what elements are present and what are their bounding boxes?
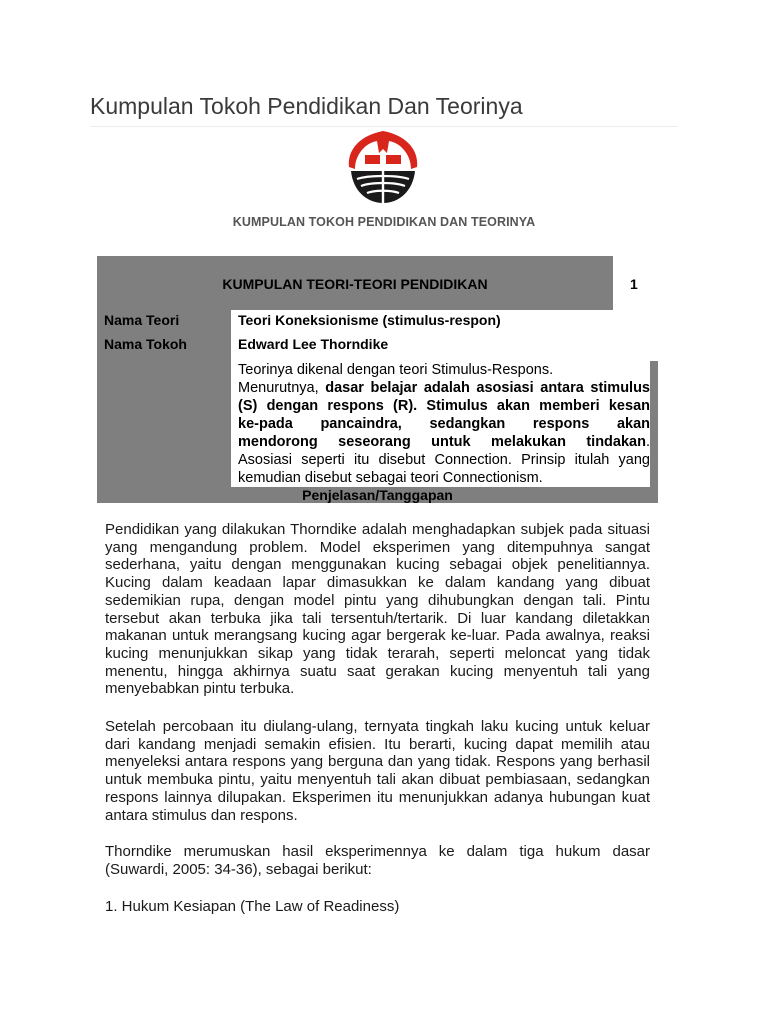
description-line: Menurutnya, dasar belajar adalah asosiasi antara stimulus [238, 380, 650, 396]
table-heading: KUMPULAN TEORI-TEORI PENDIDIKAN [222, 276, 488, 292]
description-line: Asosiasi seperti itu disebut Connection. Prinsip itulah yang [238, 452, 650, 468]
row-value-nama-tokoh: Edward Lee Thorndike [238, 336, 389, 352]
description-line-bold: (S) dengan respons (R). Stimulus akan memberi kesan [238, 398, 650, 414]
description-line: mendorong seseorang untuk melakukan tindakan. [238, 434, 650, 450]
description-line: kemudian disebut sebagai teori Connectionism. [238, 470, 543, 486]
section-label-penjelasan: Penjelasan/Tanggapan [302, 487, 453, 503]
table-right-strip [650, 361, 658, 487]
body-paragraph-2: Setelah percobaan itu diulang-ulang, ternyata tingkah laku kucing untuk keluar dari kandang menjadi semakin efisien. Itu berarti, kucing dapat memilih atau menyeleksi antara respons yang berguna dan yang tidak. Respons yang berhasil untuk membuka pintu, yaitu menyentuh tali akan dibuat pembiasaan, sedangkan respons lainnya dilupakan. Eksperimen itu menunjukkan adanya hubungan kuat antara stimulus dan respons. [105, 718, 650, 824]
description-line-bold: ke-pada pancaindra, sedangkan respons akan [238, 416, 650, 432]
body-paragraph-3: Thorndike merumuskan hasil eksperimennya ke dalam tiga hukum dasar (Suwardi, 2005: 34-36), sebagai berikut: [105, 843, 650, 878]
title-divider [90, 126, 678, 127]
logo-center-notch [380, 155, 386, 167]
document-subtitle: KUMPULAN TOKOH PENDIDIKAN DAN TEORINYA [232, 215, 536, 229]
tut-wuri-handayani-logo-icon [343, 129, 423, 205]
row-value-nama-teori: Teori Koneksionisme (stimulus-respon) [238, 312, 501, 328]
theory-description [238, 361, 650, 487]
description-line: Teorinya dikenal dengan teori Stimulus-Respons. [238, 362, 554, 378]
table-number: 1 [630, 276, 638, 292]
body-paragraph-1: Pendidikan yang dilakukan Thorndike adalah menghadapkan subjek pada situasi yang mengandung problem. Model eksperimen yang ditempuhnya sangat sederhana, yaitu dengan menggunakan kucing sebagai objek penelitiannya. Kucing dalam keadaan lapar dimasukkan ke dalam kandang yang dibuat sedemikian rupa, dengan model pintu yang dihubungkan dengan tali. Pintu tersebut akan terbuka jika tali tersentuh/tertarik. Di luar kandang diletakkan makanan untuk merangsang kucing agar bergerak ke-luar. Pada awalnya, reaksi kucing menunjukkan sikap yang tidak terarah, seperti meloncat yang tidak menentu, hingga akhirnya suatu saat gerakan kucing menyentuh tali yang menyebabkan pintu terbuka. [105, 521, 650, 698]
page-title: Kumpulan Tokoh Pendidikan Dan Teorinya [90, 93, 523, 119]
row-label-nama-teori: Nama Teori [104, 312, 180, 328]
row-label-nama-tokoh: Nama Tokoh [104, 336, 187, 352]
list-item-hukum-kesiapan: 1. Hukum Kesiapan (The Law of Readiness) [105, 898, 400, 915]
